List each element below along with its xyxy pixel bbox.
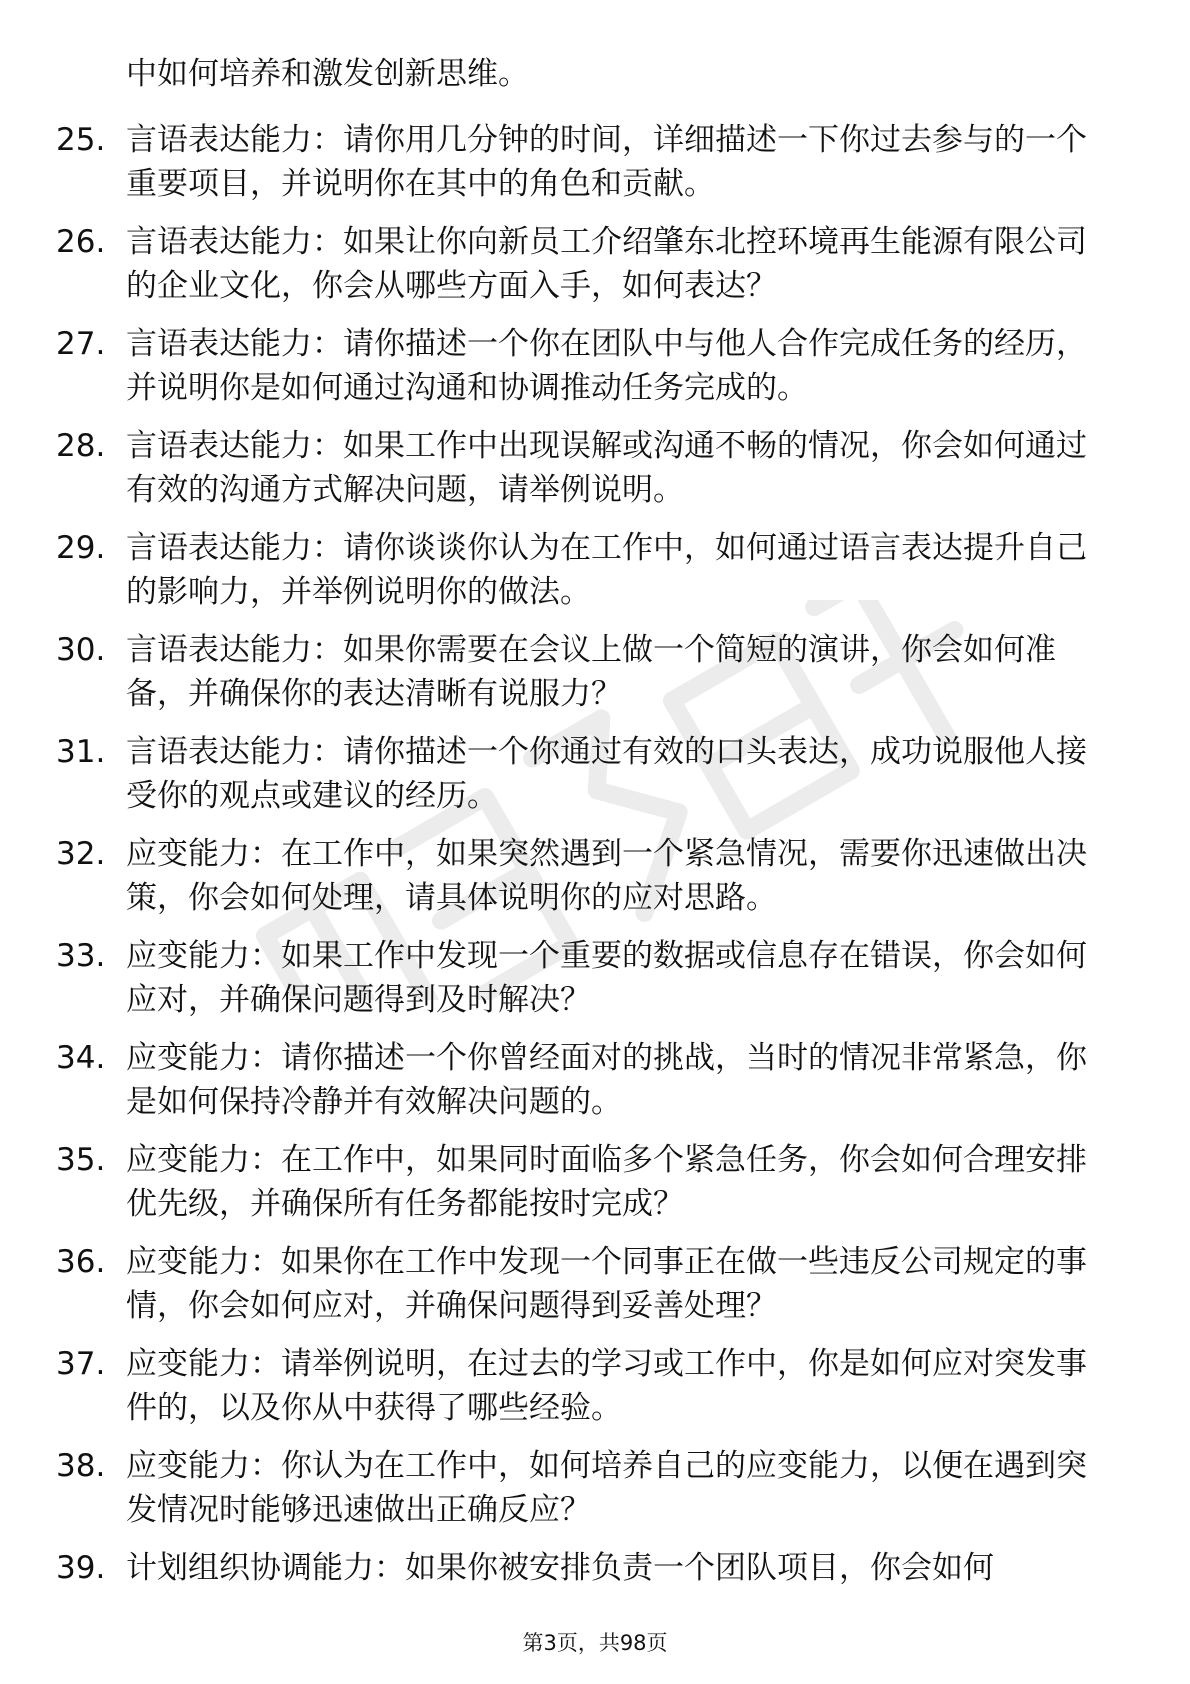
question-number: 31. xyxy=(56,734,106,770)
question-item-37 xyxy=(0,1342,1190,1444)
question-item-30 xyxy=(0,628,1190,730)
question-text: 应变能力：请举例说明，在过去的学习或工作中，你是如何应对突发事件的，以及你从中获得了哪些经验。 xyxy=(126,1346,1087,1426)
question-text: 言语表达能力：如果你需要在会议上做一个简短的演讲，你会如何准备，并确保你的表达清晰有说服力？ xyxy=(126,632,1056,712)
question-number: 33. xyxy=(56,938,106,974)
question-number: 32. xyxy=(56,836,106,872)
question-number: 35. xyxy=(56,1142,106,1178)
question-number: 37. xyxy=(56,1346,106,1382)
question-number: 28. xyxy=(56,428,106,464)
question-number: 29. xyxy=(56,530,106,566)
question-item-38 xyxy=(0,1444,1190,1546)
question-text: 应变能力：请你描述一个你曾经面对的挑战，当时的情况非常紧急，你是如何保持冷静并有效解决问题的。 xyxy=(126,1040,1087,1120)
question-text: 言语表达能力：请你谈谈你认为在工作中，如何通过语言表达提升自己的影响力，并举例说明你的做法。 xyxy=(126,530,1087,610)
question-text: 应变能力：在工作中，如果同时面临多个紧急任务，你会如何合理安排优先级，并确保所有任务都能按时完成？ xyxy=(126,1142,1087,1222)
continuation-text: 中如何培养和激发创新思维。 xyxy=(126,56,529,92)
question-text: 言语表达能力：请你描述一个你通过有效的口头表达，成功说服他人接受你的观点或建议的经历。 xyxy=(126,734,1087,814)
question-item-36 xyxy=(0,1240,1190,1342)
question-item-35 xyxy=(0,1138,1190,1240)
question-number: 38. xyxy=(56,1448,106,1484)
question-item-27 xyxy=(0,322,1190,424)
question-number: 30. xyxy=(56,632,106,668)
question-item-29 xyxy=(0,526,1190,628)
question-text: 应变能力：在工作中，如果突然遇到一个紧急情况，需要你迅速做出决策，你会如何处理，请具体说明你的应对思路。 xyxy=(126,836,1087,916)
question-number: 36. xyxy=(56,1244,106,1280)
question-text: 应变能力：你认为在工作中，如何培养自己的应变能力，以便在遇到突发情况时能够迅速做出正确反应？ xyxy=(126,1448,1087,1528)
question-number: 34. xyxy=(56,1040,106,1076)
question-text: 应变能力：如果你在工作中发现一个同事正在做一些违反公司规定的事情，你会如何应对，并确保问题得到妥善处理？ xyxy=(126,1244,1087,1324)
question-number: 26. xyxy=(56,224,106,260)
question-text: 言语表达能力：如果让你向新员工介绍肇东北控环境再生能源有限公司的企业文化，你会从哪些方面入手，如何表达？ xyxy=(126,224,1087,304)
question-item-32 xyxy=(0,832,1190,934)
question-text: 言语表达能力：请你用几分钟的时间，详细描述一下你过去参与的一个重要项目，并说明你在其中的角色和贡献。 xyxy=(126,122,1087,202)
question-item-26 xyxy=(0,220,1190,322)
question-text: 应变能力：如果工作中发现一个重要的数据或信息存在错误，你会如何应对，并确保问题得到及时解决？ xyxy=(126,938,1087,1018)
question-text: 言语表达能力：如果工作中出现误解或沟通不畅的情况，你会如何通过有效的沟通方式解决问题，请举例说明。 xyxy=(126,428,1087,508)
question-list xyxy=(0,118,1190,1648)
question-text: 计划组织协调能力：如果你被安排负责一个团队项目，你会如何 xyxy=(126,1550,994,1586)
question-number: 25. xyxy=(56,122,106,158)
question-item-28 xyxy=(0,424,1190,526)
page-footer: 第3页，共98页 xyxy=(522,1631,668,1655)
question-item-31 xyxy=(0,730,1190,832)
question-item-25 xyxy=(0,118,1190,220)
question-item-33 xyxy=(0,934,1190,1036)
question-text: 言语表达能力：请你描述一个你在团队中与他人合作完成任务的经历，并说明你是如何通过沟通和协调推动任务完成的。 xyxy=(126,326,1087,406)
question-number: 39. xyxy=(56,1550,106,1586)
question-number: 27. xyxy=(56,326,106,362)
question-item-34 xyxy=(0,1036,1190,1138)
